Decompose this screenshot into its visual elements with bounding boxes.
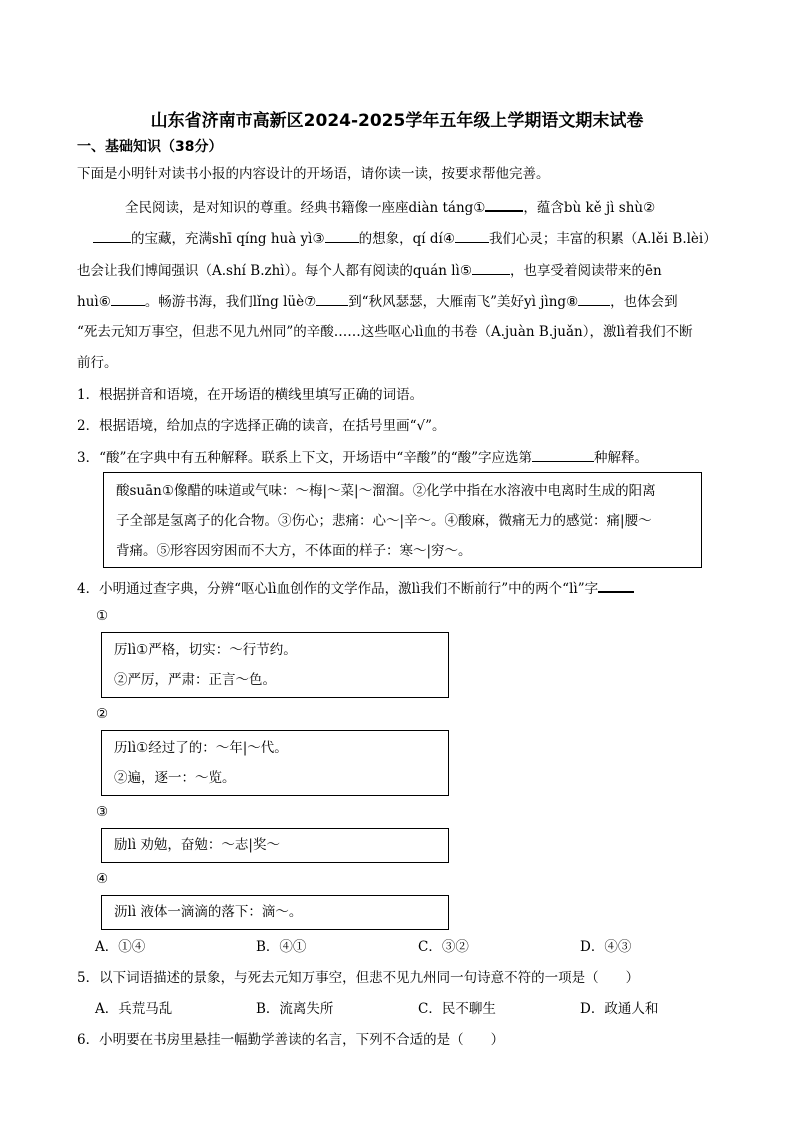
option-d[interactable]: D．④③ [580, 939, 632, 955]
definition-line: 背痛。⑤形容因穷困而不大方，不体面的样子：寒～|穷～。 [116, 543, 472, 559]
answer-blank[interactable] [472, 260, 510, 275]
passage-text: 的宝藏，充满shī qíng huà yì③ [131, 231, 325, 247]
item-mark: ① [96, 608, 109, 624]
answer-blank[interactable] [455, 228, 489, 243]
definition-line: 厉lì①严格，切实：～行节约。 [114, 642, 297, 658]
answer-blank[interactable] [93, 228, 131, 243]
passage-text: 也会让我们博闻强识（A.shí B.zhì）。每个人都有阅读的quán lì⑤ [77, 263, 472, 279]
definition-line: 沥lì 液体一滴滴的落下：滴～。 [114, 904, 303, 920]
question-5: 5．以下词语描述的景象，与死去元知万事空，但悲不见九州同一句诗意不符的一项是（ ） [77, 970, 640, 986]
page-title: 山东省济南市高新区2024-2025学年五年级上学期语文期末试卷 [150, 111, 644, 131]
question-4 [77, 577, 634, 599]
answer-blank[interactable] [325, 228, 359, 243]
passage-text: 我们心灵；丰富的积累（A.lěi B.lèi） [488, 231, 717, 247]
item-mark: ③ [96, 804, 109, 820]
option-c[interactable]: C．③② [418, 939, 469, 955]
question-1: 1．根据拼音和语境，在开场语的横线里填写正确的词语。 [77, 387, 424, 403]
dictionary-box-li-1 [101, 632, 449, 698]
answer-blank[interactable] [485, 196, 523, 212]
item-mark: ④ [96, 871, 109, 887]
dictionary-box-li-2 [101, 730, 449, 796]
passage-text: 。畅游书海，我们lǐng lüè⑦ [144, 294, 317, 310]
option-d[interactable]: D．政通人和 [580, 1001, 659, 1017]
passage-text: ，也享受着阅读带来的ēn [509, 263, 662, 279]
answer-blank[interactable] [316, 291, 348, 306]
passage-text: ，也体会到 [610, 294, 678, 310]
option-a[interactable]: A．兵荒马乱 [95, 1001, 173, 1017]
question-text: 种解释。 [594, 450, 648, 466]
item-mark: ② [96, 706, 109, 722]
option-b[interactable]: B．流离失所 [256, 1001, 334, 1017]
option-c[interactable]: C．民不聊生 [418, 1001, 496, 1017]
passage-text: huì⑥ [77, 294, 111, 310]
definition-line: 历lì①经过了的：～年|～代。 [114, 740, 288, 756]
passage-line-2 [93, 228, 717, 249]
definition-line: ②严厉，严肃：正言～色。 [114, 672, 276, 688]
option-a[interactable]: A．①④ [95, 939, 146, 955]
passage-line-6: 前行。 [77, 355, 118, 371]
definition-line: 子全部是氢离子的化合物。③伤心；悲痛：心～|辛～。④酸麻，微痛无力的感觉：痛|腰～ [116, 513, 652, 529]
passage-text: 到“秋风瑟瑟，大雁南飞”美好yì jìng⑧ [348, 294, 579, 310]
answer-blank[interactable] [111, 291, 145, 306]
question-6: 6．小明要在书房里悬挂一幅勤学善读的名言，下列不合适的是（ ） [77, 1032, 505, 1048]
question-3 [77, 447, 648, 468]
passage-text: 全民阅读，是对知识的尊重。经典书籍像一座座diàn táng① [125, 200, 486, 216]
option-b[interactable]: B．④① [256, 939, 307, 955]
answer-blank[interactable] [578, 291, 610, 306]
section-heading: 一、基础知识（38分） [77, 139, 223, 155]
question-text: 3．“酸”在字典中有五种解释。联系上下文，开场语中“辛酸”的“酸”字应选第 [77, 450, 532, 466]
definition-line: ②遍，逐一：～览。 [114, 770, 236, 786]
intro-text: 下面是小明针对读书小报的内容设计的开场语，请你读一读，按要求帮他完善。 [77, 166, 550, 182]
passage-text: ，蕴含bù kě jì shù② [523, 200, 656, 216]
answer-blank[interactable] [532, 447, 594, 462]
definition-line: 酸suān①像醋的味道或气味：～梅|～菜|～溜溜。②化学中指在水溶液中电离时生成的阳离 [116, 483, 656, 499]
passage-text: 的想象，qí dí④ [358, 231, 455, 247]
dictionary-box-suan [103, 472, 702, 568]
passage-line-5: “死去元知万事空，但悲不见九州同”的辛酸……这些呕心lì血的书卷（A.juàn B.juǎn），激lì着我们不断 [77, 324, 693, 340]
passage-line-1 [125, 196, 655, 218]
passage-line-4 [77, 291, 678, 312]
dictionary-box-li-4 [101, 895, 449, 930]
question-2: 2．根据语境，给加点的字选择正确的读音，在括号里画“√”。 [77, 418, 446, 434]
dictionary-box-li-3 [101, 828, 449, 863]
definition-line: 励lì 劝勉，奋勉：～志|奖～ [114, 837, 280, 853]
passage-line-3 [77, 260, 662, 281]
answer-blank[interactable] [598, 577, 634, 593]
question-text: 4．小明通过查字典，分辨“呕心lì血创作的文学作品，激lì我们不断前行”中的两个“lì”字 [77, 581, 599, 597]
